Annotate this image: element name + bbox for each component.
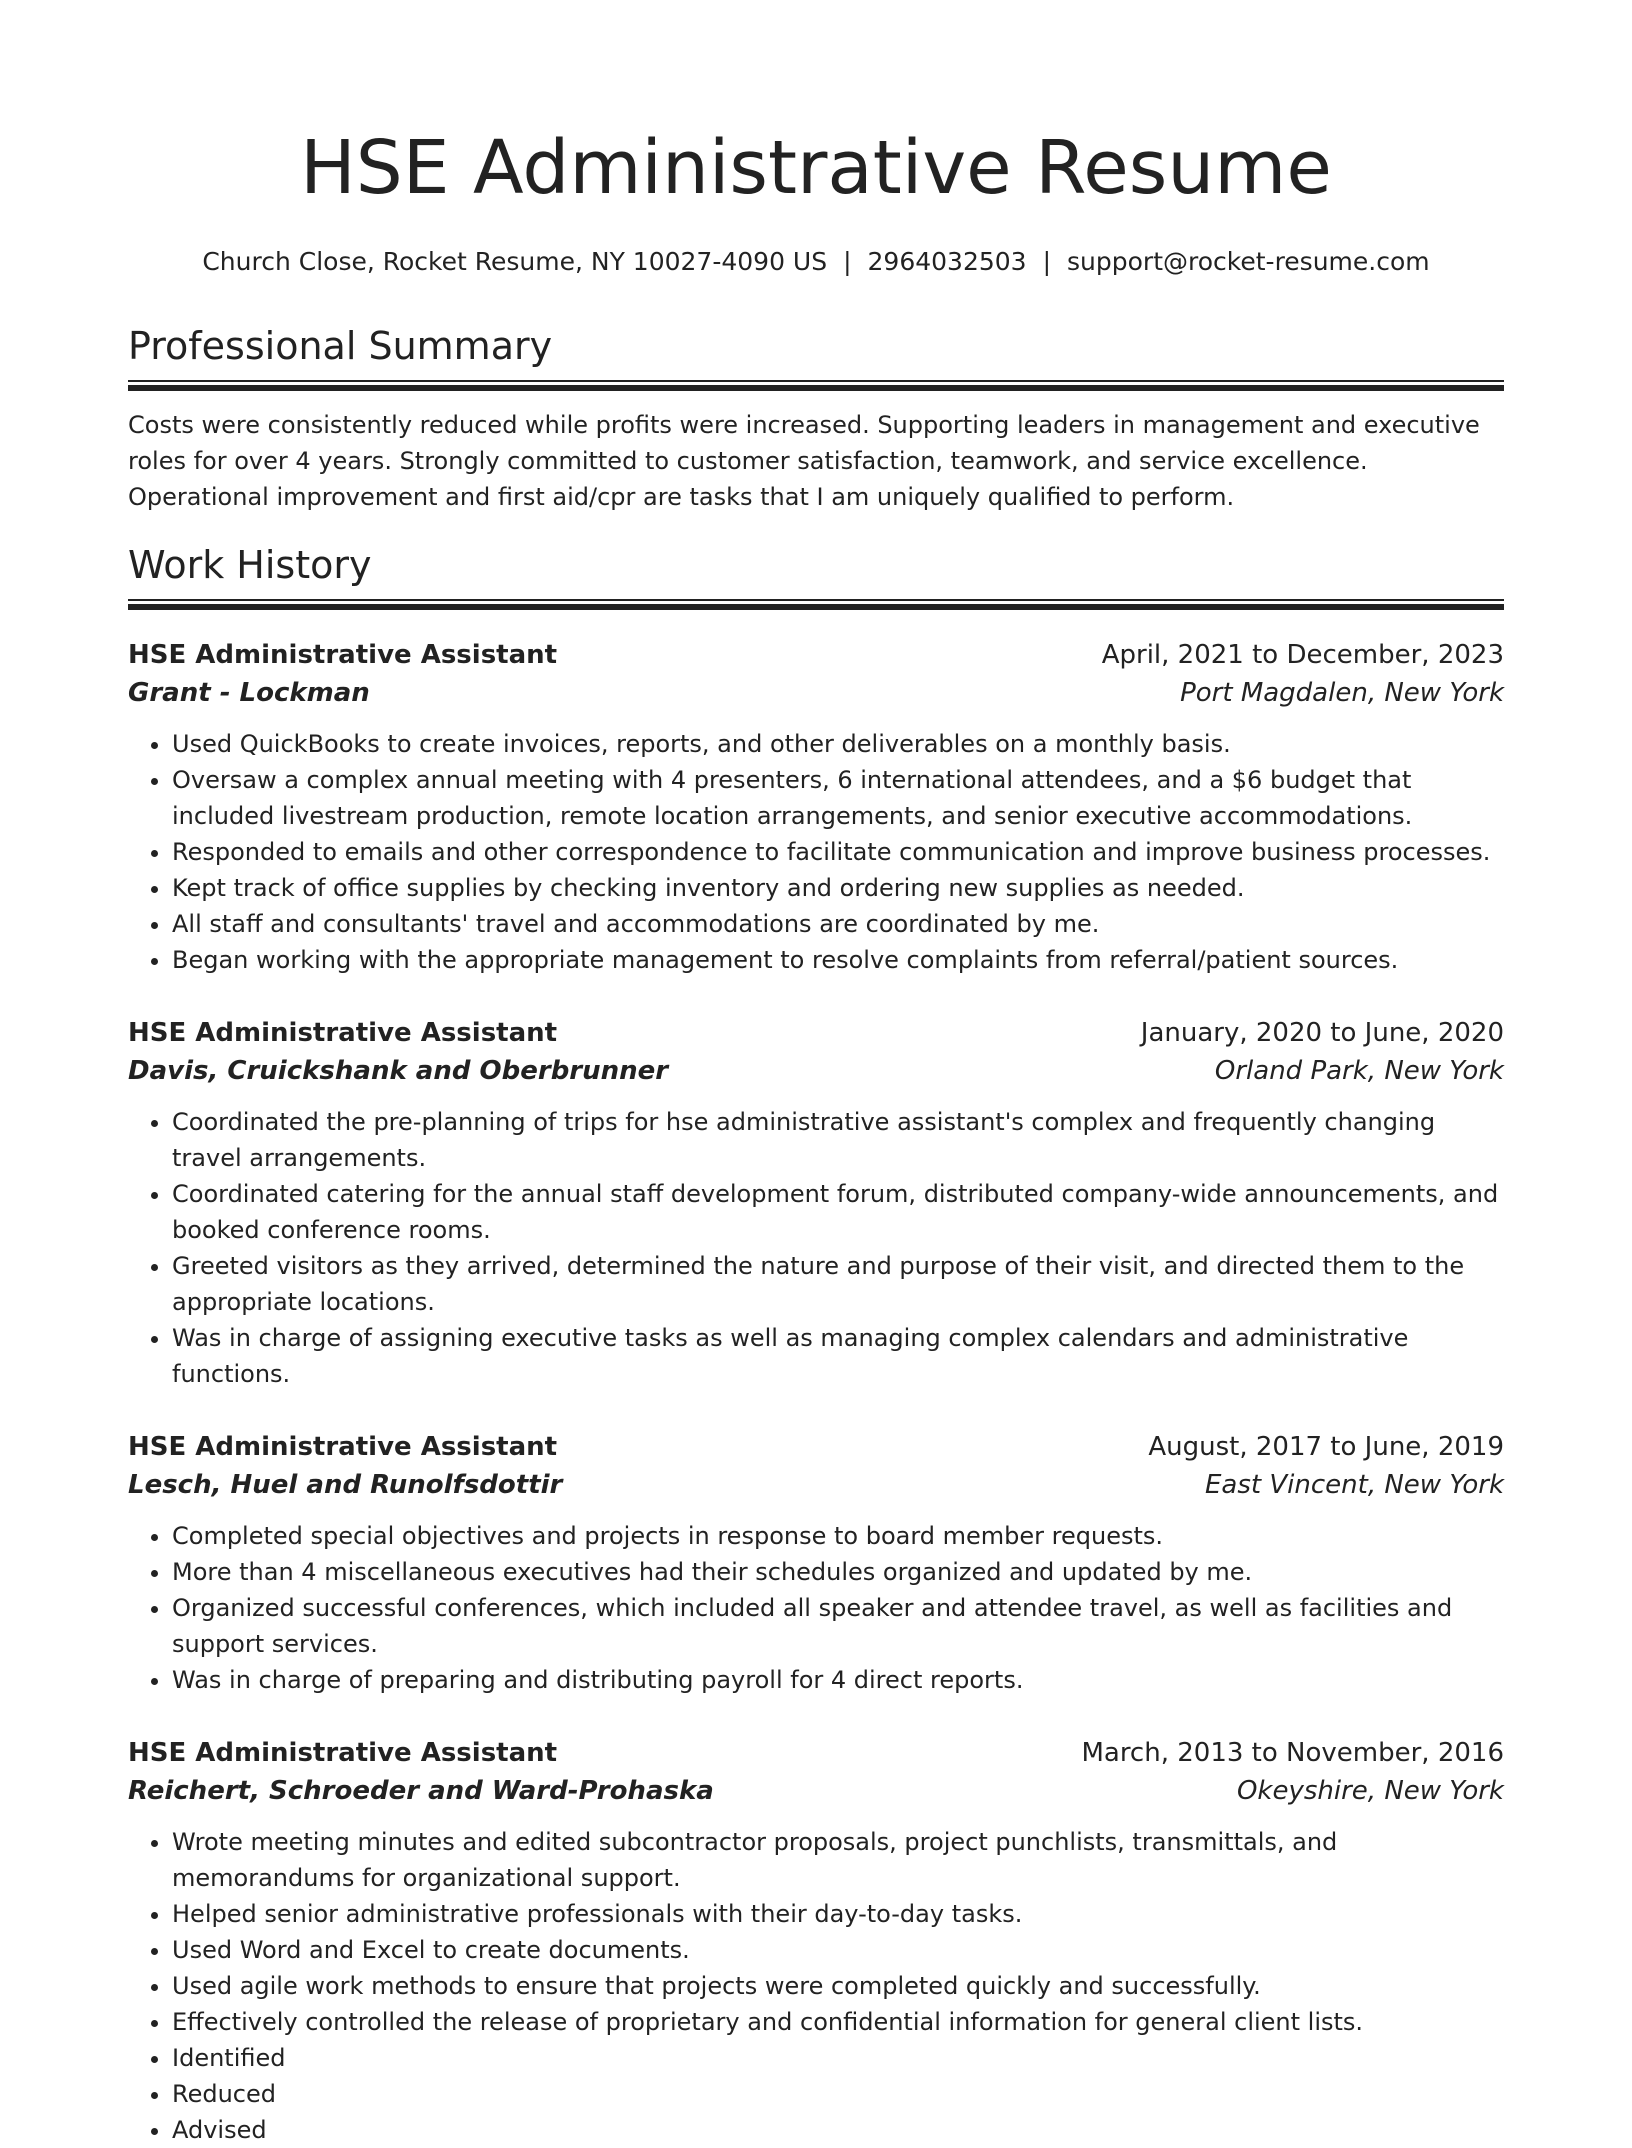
job-header-row [128,1428,1504,1466]
job-location: Okeyshire, New York [1236,1776,1504,1806]
job-company: Davis, Cruickshank and Oberbrunner [128,1056,669,1086]
job-bullet: • Responded to emails and other correspondence to facilitate communication and improve business processes. [172,834,1504,870]
job-bullet: • Kept track of office supplies by checking inventory and ordering new supplies as needed. [172,870,1504,906]
job-bullet: • Oversaw a complex annual meeting with 4 presenters, 6 international attendees, and a $6 budget that included livestream production, remote location arrangements, and senior executive accommodations. [172,762,1504,834]
job-company: Lesch, Huel and Runolfsdottir [128,1470,563,1500]
job-header-row [128,636,1504,674]
job-bullet-list [128,1824,1504,2148]
contact-phone: 2964032503 [867,247,1027,276]
contact-email: support@rocket-resume.com [1067,247,1430,276]
job-bullet: • Completed special objectives and projects in response to board member requests. [172,1518,1504,1554]
job-list [128,636,1504,2148]
job-bullet: • Began working with the appropriate management to resolve complaints from referral/patient sources. [172,942,1504,978]
job-company-row [128,1466,1504,1504]
job-bullet: • More than 4 miscellaneous executives had their schedules organized and updated by me. [172,1554,1504,1590]
job-title: HSE Administrative Assistant [128,640,558,670]
job-bullet: • Wrote meeting minutes and edited subcontractor proposals, project punchlists, transmittals, and memorandums for organizational support. [172,1824,1504,1896]
job-company-row [128,1052,1504,1090]
job-company-row [128,674,1504,712]
job-header-row [128,1014,1504,1052]
job-title: HSE Administrative Assistant [128,1432,558,1462]
job-bullet-list [128,1104,1504,1392]
job-company: Grant - Lockman [128,678,370,708]
job-bullet: • Greeted visitors as they arrived, determined the nature and purpose of their visit, and directed them to the appropriate locations. [172,1248,1504,1320]
job-company: Reichert, Schroeder and Ward-Prohaska [128,1776,714,1806]
job-bullet: • Effectively controlled the release of proprietary and confidential information for general client lists. [172,2004,1504,2040]
contact-separator: | [1042,247,1052,276]
job-bullet: • Helped senior administrative professionals with their day-to-day tasks. [172,1896,1504,1932]
job-entry [128,1014,1504,1392]
summary-text: Costs were consistently reduced while profits were increased. Supporting leaders in management and executive roles for over 4 years. Strongly committed to customer satisfaction, teamwork, and service excellence. Operational improvement and first aid/cpr are tasks that I am uniquely qualified to perform. [128,411,1480,511]
job-bullet: • Coordinated the pre-planning of trips for hse administrative assistant's complex and frequently changing travel arrangements. [172,1104,1504,1176]
job-entry [128,636,1504,978]
job-bullet: • Reduced [172,2076,1504,2112]
section-divider [128,599,1504,610]
job-location: East Vincent, New York [1205,1470,1504,1500]
job-bullet: • Was in charge of assigning executive tasks as well as managing complex calendars and administrative functions. [172,1320,1504,1392]
job-entry [128,1734,1504,2148]
contact-address: Church Close, Rocket Resume, NY 10027-4090 US [202,247,828,276]
job-bullet-list [128,726,1504,978]
job-title: HSE Administrative Assistant [128,1018,558,1048]
job-bullet: • Was in charge of preparing and distributing payroll for 4 direct reports. [172,1662,1504,1698]
job-bullet: • All staff and consultants' travel and accommodations are coordinated by me. [172,906,1504,942]
job-dates: March, 2013 to November, 2016 [1081,1738,1504,1768]
job-bullet: • Used agile work methods to ensure that projects were completed quickly and successfully. [172,1968,1504,2004]
job-bullet: • Used QuickBooks to create invoices, reports, and other deliverables on a monthly basis. [172,726,1504,762]
job-dates: August, 2017 to June, 2019 [1148,1432,1504,1462]
job-location: Orland Park, New York [1214,1056,1504,1086]
work-history-heading: Work History [128,543,372,587]
resume-title: HSE Administrative Resume [300,125,1332,211]
job-bullet: • Identified [172,2040,1504,2076]
job-company-row [128,1772,1504,1810]
job-location: Port Magdalen, New York [1180,678,1504,708]
contact-separator: | [843,247,852,276]
job-bullet: • Coordinated catering for the annual staff development forum, distributed company-wide announcements, and booked conference rooms. [172,1176,1504,1248]
job-dates: April, 2021 to December, 2023 [1101,640,1504,670]
job-bullet: • Used Word and Excel to create documents. [172,1932,1504,1968]
job-header-row [128,1734,1504,1772]
job-dates: January, 2020 to June, 2020 [1140,1018,1504,1048]
section-divider [128,380,1504,391]
contact-line [128,244,1504,280]
job-bullet: • Organized successful conferences, which included all speaker and attendee travel, as well as facilities and support services. [172,1590,1504,1662]
job-entry [128,1428,1504,1698]
job-title: HSE Administrative Assistant [128,1738,558,1768]
job-bullet-list [128,1518,1504,1698]
job-bullet: • Advised [172,2112,1504,2148]
summary-heading: Professional Summary [128,324,553,368]
